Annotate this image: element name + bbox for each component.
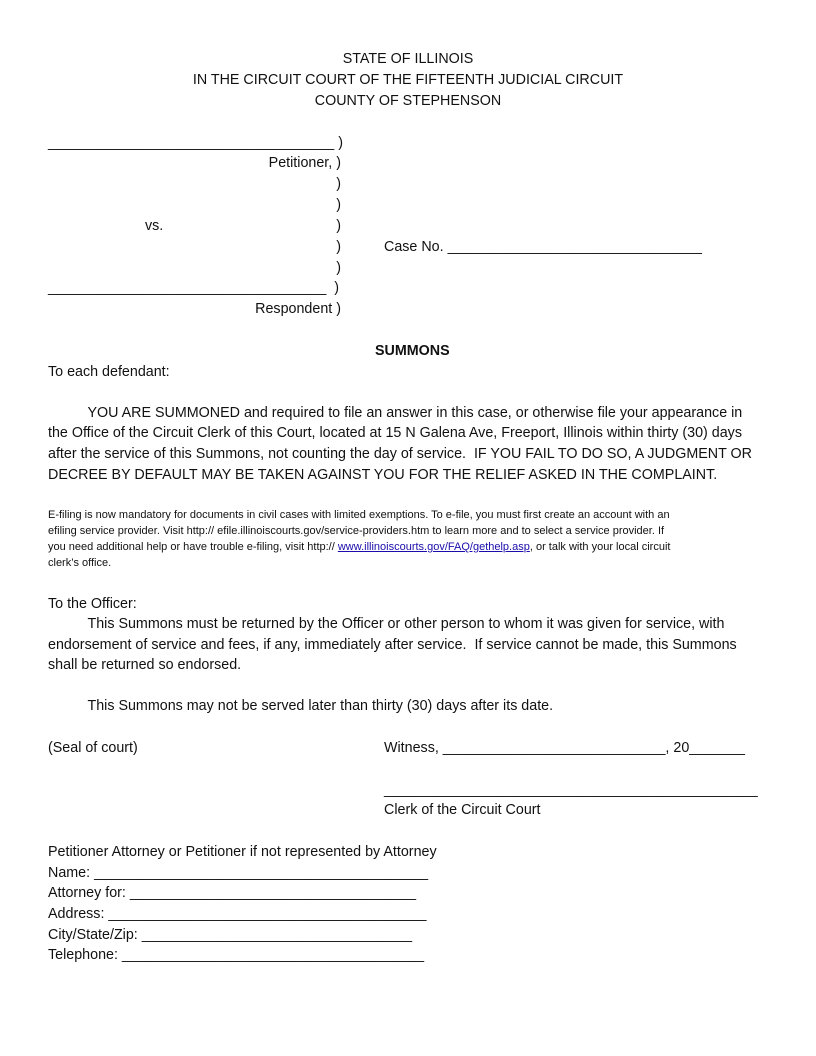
petitioner-name-field[interactable]: ____________________________________ ) [48,135,343,151]
clerk-signature-field[interactable]: _______________________________________________ [384,782,758,798]
summons-paragraph-line: YOU ARE SUMMONED and required to file an answer in this case, or otherwise file your appearance in [48,405,743,421]
summons-paragraph-line: the Office of the Circuit Clerk of this Court, located at 15 N Galena Ave, Freeport, Illinois within thirty (30) days [48,425,742,441]
efiling-line: efiling service provider. Visit http:// efile.illinoiscourts.gov/service-providers.htm to learn more and to select a service provider. If [48,525,665,537]
address-field[interactable]: Address: ________________________________________ [48,906,427,922]
witness-field[interactable]: Witness, ____________________________, 20_______ [384,740,745,756]
respondent-label: Respondent ) [255,301,341,317]
caption-paren: ) [336,197,341,213]
attorney-for-field[interactable]: Attorney for: ____________________________________ [48,885,417,901]
efiling-line: clerk’s office. [48,557,112,569]
caption-paren: ) [336,239,341,255]
officer-heading: To the Officer: [48,596,137,612]
gethelp-link[interactable]: www.illinoiscourts.gov/FAQ/gethelp.asp [337,541,530,553]
efiling-text: you need additional help or have trouble e-filing, visit http:// [48,541,338,553]
respondent-name-field[interactable]: ___________________________________ ) [48,280,339,296]
to-defendant: To each defendant: [48,364,170,380]
officer-line: endorsement of service and fees, if any, immediately after service. If service cannot be made, this Summons [48,637,737,653]
attorney-heading: Petitioner Attorney or Petitioner if not represented by Attorney [48,844,437,860]
header-county: COUNTY OF STEPHENSON [314,93,502,109]
vs-label: vs. [145,218,164,234]
case-number-field[interactable]: Case No. ________________________________ [384,239,703,255]
officer-line: shall be returned so endorsed. [48,657,242,673]
petitioner-label: Petitioner, ) [268,155,341,171]
clerk-label: Clerk of the Circuit Court [384,802,541,818]
city-state-zip-field[interactable]: City/State/Zip: __________________________________ [48,927,413,943]
telephone-field[interactable]: Telephone: ______________________________________ [48,947,425,963]
summons-paragraph-line: DECREE BY DEFAULT MAY BE TAKEN AGAINST YOU FOR THE RELIEF ASKED IN THE COMPLAINT. [48,467,718,483]
efiling-line: E-filing is now mandatory for documents in civil cases with limited exemptions. To e-file, you must first create an account with an [48,509,670,521]
caption-paren: ) [336,218,341,234]
time-limit-text: This Summons may not be served later than thirty (30) days after its date. [48,698,554,714]
header-state: STATE OF ILLINOIS [342,51,474,67]
summons-title: SUMMONS [375,343,450,359]
header-court: IN THE CIRCUIT COURT OF THE FIFTEENTH JUDICIAL CIRCUIT [192,72,624,88]
summons-paragraph-line: after the service of this Summons, not counting the day of service. IF YOU FAIL TO DO SO, A JUDGMENT OR [48,446,752,462]
attorney-name-field[interactable]: Name: __________________________________________ [48,865,429,881]
seal-label: (Seal of court) [48,740,138,756]
officer-line: This Summons must be returned by the Officer or other person to whom it was given for service, with [48,616,725,632]
efiling-text: , or talk with your local circuit [529,541,671,553]
caption-paren: ) [336,260,341,276]
caption-paren: ) [336,176,341,192]
efiling-line [48,539,670,555]
